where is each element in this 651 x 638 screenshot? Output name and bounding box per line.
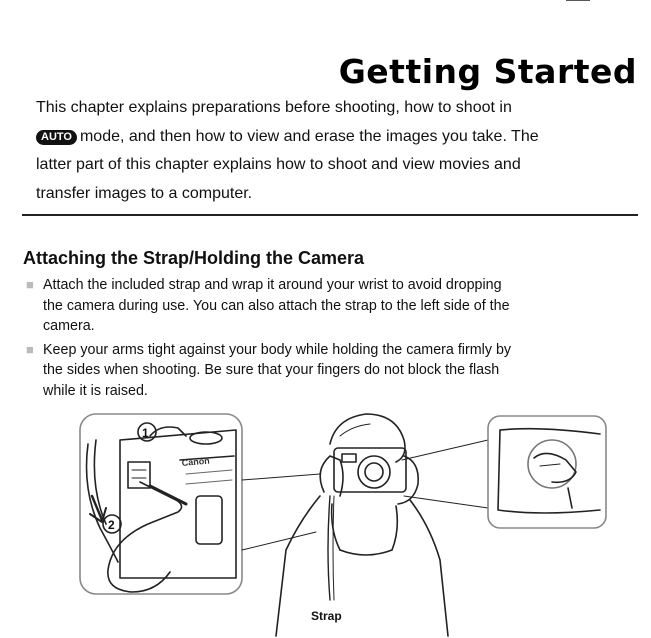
intro-line-2 [36, 123, 641, 152]
person-holding-camera [276, 414, 448, 636]
page-corner-mark [566, 0, 590, 5]
section-heading: Attaching the Strap/Holding the Camera [23, 248, 365, 268]
intro-line-2-text: mode, and then how to view and erase the images you take. The [79, 127, 539, 145]
intro-line-4: transfer images to a computer. [36, 184, 253, 202]
intro-paragraph [36, 94, 641, 208]
list-item [23, 340, 638, 402]
strap-caption: Strap [311, 609, 342, 623]
bullet-icon: ■ [26, 341, 34, 357]
step-1-label: 1 [142, 426, 149, 440]
list-item-line: while it is raised. [43, 382, 148, 399]
bullet-icon: ■ [26, 277, 34, 292]
list-item-line: Keep your arms tight against your body while holding the camera firmly by [43, 341, 512, 358]
strap-attachment-detail [80, 414, 242, 594]
auto-mode-icon: AUTO [36, 130, 77, 145]
intro-line-1: This chapter explains preparations before shooting, how to shoot in [36, 99, 512, 116]
list-item-line: camera. [43, 318, 95, 334]
intro-line-3: latter part of this chapter explains how to shoot and view movies and [36, 156, 521, 173]
hand-grip-detail [488, 416, 606, 528]
list-item [23, 275, 638, 337]
section-divider [22, 214, 638, 216]
camera-brand-label: Canon [181, 455, 211, 468]
page-title: Getting Started [338, 52, 637, 91]
camera-strap-illustration [0, 400, 651, 638]
list-item-line: the sides when shooting. Be sure that your fingers do not block the flash [43, 362, 500, 378]
list-item-line: Attach the included strap and wrap it around your wrist to avoid dropping [43, 277, 502, 293]
instruction-list [23, 275, 638, 404]
list-item-line: the camera during use. You can also attach the strap to the left side of the [43, 297, 510, 314]
step-2-label: 2 [108, 518, 115, 532]
